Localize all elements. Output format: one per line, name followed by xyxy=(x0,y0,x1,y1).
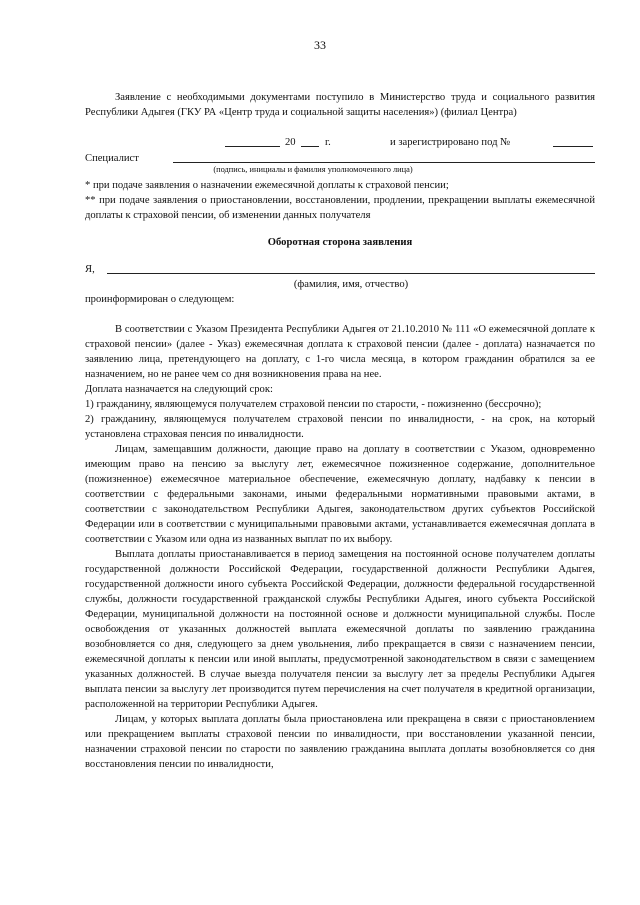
full-name-caption: (фамилия, имя, отчество) xyxy=(293,279,409,290)
paragraph-decree: В соответствии с Указом Президента Республики Адыгея от 21.10.2010 № 111 «О ежемесячной доплате к страховой пенсии» (далее - Указ) ежемесячная доплата к страховой пенсии (далее - доплата) назначается по заявлению лица, претендующего на доплату, с 1-го числа месяца, в котором гражданин обратился за ее назначением, но не ранее чем со дня возникновения права на нее. xyxy=(85,324,595,380)
year-abbr: г. xyxy=(325,137,331,148)
registration-number-blank xyxy=(553,135,593,147)
specialist-row xyxy=(85,151,595,166)
date-year-prefix: 20 xyxy=(285,137,296,148)
full-name-line xyxy=(107,262,595,274)
reverse-heading: Оборотная сторона заявления xyxy=(267,237,413,248)
paragraph-term-1: 1) гражданину, являющемуся получателем страховой пенсии по старости, - пожизненно (бессрочно); xyxy=(85,399,542,410)
informed-label: проинформирован о следующем: xyxy=(85,294,235,305)
date-day-blank xyxy=(225,135,280,147)
paragraph-term-2: 2) гражданину, являющемуся получателем страховой пенсии по инвалидности, - на срок, на который установлена страховая пенсия по инвалидности. xyxy=(85,414,595,440)
registration-row xyxy=(85,135,595,150)
body-text xyxy=(85,322,595,772)
signature-caption: (подпись, инициалы и фамилия уполномоченного лица) xyxy=(213,165,413,174)
paragraph-term-intro: Доплата назначается на следующий срок: xyxy=(85,384,273,395)
receipt-statement: Заявление с необходимыми документами поступило в Министерство труда и социального развития Республики Адыгея (ГКУ РА «Центр труда и социальной защиты населения») (филиал Центра) xyxy=(85,92,595,118)
paragraph-suspension: Выплата доплаты приостанавливается в период замещения на постоянной основе получателем доплаты государственной должности Российской Федерации, государственной должности Республики Адыгея, государственной должности иного субъекта Российской Федерации, должности федеральной государственной службы, должности государственной гражданской службы Республики Адыгея, иного субъекта Российской Федерации, муниципальной должности на постоянной основе и должности муниципальной службы. После освобождения от указанных должностей выплата ежемесячной доплаты по заявлению гражданина возобновляется со дня, следующего за днем увольнения, либо прекращается в связи с назначением пенсии, ежемесячной доплаты к пенсии или иной выплаты, предусмотренной законодательством в связи с замещением указанных должностей. В случае выезда получателя пенсии за выслугу лет за пределы Республики Адыгея выплата пенсии за выслугу лет производится путем перечисления на счет получателя в кредитной организации, расположенной на территории Республики Адыгея. xyxy=(85,549,595,710)
specialist-signature-line xyxy=(173,151,595,163)
date-year-blank xyxy=(301,135,319,147)
paragraph-positions: Лицам, замещавшим должности, дающие право на доплату в соответствии с Указом, одновременно имеющим право на пенсию за выслугу лет, ежемесячное пожизненное содержание, дополнительное (пожизненное) ежемесячное материальное обеспечение, ежемесячную доплату, надбавку к пенсии в соответствии с федеральными законами, иными федеральными нормативными правовыми актами, в соответствии с законодательством Республики Адыгея, законодательством других субъектов Российской Федерации или в соответствии с муниципальными правовыми актами, устанавливается ежемесячная доплата в соответствии с Указом или одна из названных выплат по их выбору. xyxy=(85,444,595,545)
footnote-1: * при подаче заявления о назначении ежемесячной доплаты к страховой пенсии; xyxy=(85,180,449,191)
page-number: 33 xyxy=(314,38,326,52)
specialist-label: Специалист xyxy=(85,153,139,164)
registered-label: и зарегистрировано под № xyxy=(390,137,511,148)
ya-label: Я, xyxy=(85,264,95,275)
name-row xyxy=(85,262,595,277)
footnote-2: ** при подаче заявления о приостановлении, восстановлении, продлении, прекращении выплаты ежемесячной доплаты к страховой пенсии, об изменении данных получателя xyxy=(85,195,595,221)
paragraph-resumption: Лицам, у которых выплата доплаты была приостановлена или прекращена в связи с приостановлением или прекращением выплаты страховой пенсии по инвалидности, при восстановлении указанной пенсии, назначении страховой пенсии по старости по заявлению гражданина выплата доплаты возобновляется со дня восстановления пенсии по инвалидности, xyxy=(85,714,595,770)
